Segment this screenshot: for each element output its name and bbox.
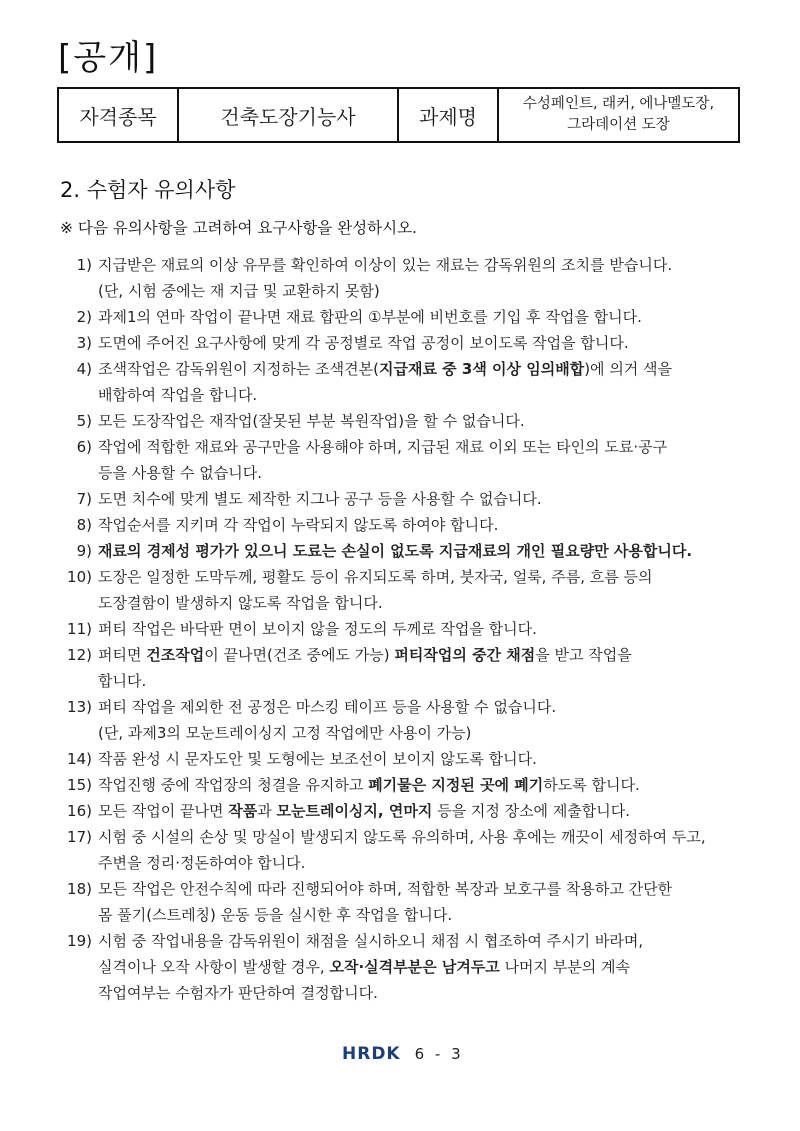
precaution-text [98, 434, 750, 486]
precaution-number: 15) [67, 776, 92, 794]
precaution-line [98, 356, 750, 382]
emphasized-text: 퍼티작업의 중간 채점 [394, 646, 536, 664]
precaution-text-segment: 을 받고 작업을 [535, 646, 632, 664]
task-value-line1: 수성페인트, 래커, 에나멜도장, [522, 96, 715, 112]
precaution-number: 19) [67, 932, 92, 950]
precaution-line [98, 642, 750, 668]
precaution-number: 1) [76, 256, 92, 274]
precaution-number: 18) [67, 880, 92, 898]
emphasized-text: 오작·실격부분은 남겨두고 [329, 958, 500, 976]
task-value [498, 88, 739, 142]
precaution-text [98, 824, 750, 876]
precaution-text [98, 564, 750, 616]
precaution-line [98, 538, 750, 564]
section-notice: ※ 다음 유의사항을 고려하여 요구사항을 완성하시오. [60, 219, 417, 237]
precaution-item [60, 928, 750, 1006]
precaution-text-segment: 주변을 정리·정돈하여야 합니다. [98, 854, 306, 872]
precaution-text-segment: 작업진행 중에 작업장의 청결을 유지하고 [98, 776, 369, 794]
precaution-text-segment: 조색작업은 감독위원이 지정하는 조색견본( [98, 360, 379, 378]
precaution-text [98, 356, 750, 408]
precaution-line [98, 746, 750, 772]
precaution-line [98, 564, 750, 590]
precaution-line [98, 382, 750, 408]
precaution-item [60, 694, 750, 746]
precaution-item [60, 798, 750, 824]
precaution-text-segment: 도장은 일정한 도막두께, 평활도 등이 유지되도록 하며, 붓자국, 얼룩, 주름, 흐름 등의 [98, 568, 653, 586]
emphasized-text: 재료의 경제성 평가가 있으니 도료는 손실이 없도록 지급재료의 개인 필요량만 사용합니다. [98, 542, 693, 560]
precaution-text-segment: 배합하여 작업을 합니다. [98, 386, 258, 404]
precaution-number: 2) [76, 308, 92, 326]
precaution-text-segment: 작업여부는 수험자가 판단하여 결정합니다. [98, 984, 378, 1002]
precaution-text-segment: 퍼티 작업을 제외한 전 공정은 마스킹 테이프 등을 사용할 수 없습니다. [98, 698, 557, 716]
precaution-item [60, 876, 750, 928]
precaution-text [98, 304, 750, 330]
page-footer [342, 1044, 464, 1064]
precaution-number: 8) [76, 516, 92, 534]
precaution-line [98, 928, 750, 954]
precautions-list [60, 252, 750, 1006]
precaution-text-segment: 실격이나 오작 사항이 발생할 경우, [98, 958, 330, 976]
page-number: 6 - 3 [414, 1045, 464, 1063]
precaution-number: 14) [67, 750, 92, 768]
precaution-item [60, 564, 750, 616]
precaution-text [98, 694, 750, 746]
emphasized-text: 작품 [228, 802, 258, 820]
precaution-text-segment: 나머지 부분의 계속 [499, 958, 631, 976]
precaution-number: 5) [76, 412, 92, 430]
precaution-text-segment: 작품 완성 시 문자도안 및 도형에는 보조선이 보이지 않도록 합니다. [98, 750, 537, 768]
precaution-text [98, 330, 750, 356]
precaution-text [98, 616, 750, 642]
precaution-text [98, 798, 750, 824]
precaution-line [98, 330, 750, 356]
precaution-text-segment: )에 의거 색을 [584, 360, 673, 378]
precaution-line [98, 408, 750, 434]
precaution-text-segment: (단, 시험 중에는 재 지급 및 교환하지 못함) [98, 282, 380, 300]
precaution-text-segment: 퍼티면 [98, 646, 147, 664]
precaution-text-segment: 합니다. [98, 672, 147, 690]
precaution-item [60, 824, 750, 876]
precaution-text-segment: 시험 중 시설의 손상 및 망실이 발생되지 않도록 유의하며, 사용 후에는 깨끗이 세정하여 두고, [98, 828, 706, 846]
precaution-text-segment: 시험 중 작업내용을 감독위원이 채점을 실시하오니 채점 시 협조하여 주시기 바라며, [98, 932, 644, 950]
precaution-line [98, 512, 750, 538]
precaution-text [98, 252, 750, 304]
precaution-line [98, 590, 750, 616]
precaution-item [60, 408, 750, 434]
emphasized-text: 건조작업 [146, 646, 205, 664]
precaution-line [98, 486, 750, 512]
precaution-text-segment: 지급받은 재료의 이상 유무를 확인하여 이상이 있는 재료는 감독위원의 조치를 받습니다. [98, 256, 673, 274]
precaution-number: 4) [76, 360, 92, 378]
precaution-item [60, 512, 750, 538]
precaution-line [98, 460, 750, 486]
precaution-text [98, 876, 750, 928]
precaution-number: 16) [67, 802, 92, 820]
precaution-text-segment: 퍼티 작업은 바닥판 면이 보이지 않을 정도의 두께로 작업을 합니다. [98, 620, 537, 638]
precaution-text-segment: 도면 치수에 맞게 별도 제작한 지그나 공구 등을 사용할 수 없습니다. [98, 490, 542, 508]
precaution-text-segment: 작업순서를 지키며 각 작업이 누락되지 않도록 하여야 합니다. [98, 516, 499, 534]
task-label: 과제명 [398, 88, 498, 142]
precaution-line [98, 798, 750, 824]
precaution-line [98, 850, 750, 876]
precaution-item [60, 616, 750, 642]
precaution-text [98, 486, 750, 512]
emphasized-text: 폐기물은 지정된 곳에 폐기 [368, 776, 544, 794]
hrdk-logo: HRDK [342, 1044, 401, 1064]
precaution-number: 12) [67, 646, 92, 664]
qualification-label: 자격종목 [58, 88, 178, 142]
precaution-item [60, 538, 750, 564]
precaution-line [98, 772, 750, 798]
precaution-item [60, 304, 750, 330]
precaution-text-segment: 하도록 합니다. [543, 776, 640, 794]
precaution-text [98, 642, 750, 694]
precaution-line [98, 668, 750, 694]
precaution-text-segment: 작업에 적합한 재료와 공구만을 사용해야 하며, 지급된 재료 이외 또는 타인의 도료·공구 [98, 438, 668, 456]
precaution-number: 10) [67, 568, 92, 586]
precaution-text [98, 928, 750, 1006]
precaution-line [98, 954, 750, 980]
precaution-text [98, 538, 750, 564]
precaution-line [98, 824, 750, 850]
emphasized-text: 지급재료 중 3색 이상 임의배합 [378, 360, 585, 378]
precaution-text-segment: 등을 지정 장소에 제출합니다. [432, 802, 631, 820]
precaution-item [60, 772, 750, 798]
qualification-value: 건축도장기능사 [178, 88, 398, 142]
precaution-text [98, 512, 750, 538]
precaution-item [60, 356, 750, 408]
precaution-text-segment: 몸 풀기(스트레칭) 운동 등을 실시한 후 작업을 합니다. [98, 906, 453, 924]
precaution-text [98, 746, 750, 772]
precaution-number: 7) [76, 490, 92, 508]
emphasized-text: 모눈트레이싱지, 연마지 [276, 802, 433, 820]
precaution-line [98, 252, 750, 278]
precaution-number: 11) [67, 620, 92, 638]
precaution-line [98, 876, 750, 902]
precaution-text-segment: 도면에 주어진 요구사항에 맞게 각 공정별로 작업 공정이 보이도록 작업을 합니다. [98, 334, 629, 352]
precaution-item [60, 642, 750, 694]
precaution-item [60, 746, 750, 772]
precaution-text-segment: 이 끝나면(건조 중에도 가능) [204, 646, 395, 664]
precaution-item [60, 486, 750, 512]
precaution-text-segment: 모든 작업은 안전수칙에 따라 진행되어야 하며, 적합한 복장과 보호구를 착용하고 간단한 [98, 880, 673, 898]
task-value-line2: 그라데이션 도장 [567, 117, 670, 133]
precaution-line [98, 720, 750, 746]
precaution-line [98, 278, 750, 304]
precaution-item [60, 434, 750, 486]
section-title: 2. 수험자 유의사항 [60, 178, 236, 202]
precaution-number: 9) [76, 542, 92, 560]
precaution-item [60, 252, 750, 304]
precaution-line [98, 434, 750, 460]
precaution-line [98, 616, 750, 642]
precaution-line [98, 304, 750, 330]
precaution-text [98, 408, 750, 434]
precaution-line [98, 902, 750, 928]
precaution-text-segment: 과 [257, 802, 277, 820]
precaution-number: 6) [76, 438, 92, 456]
precaution-number: 3) [76, 334, 92, 352]
precaution-text [98, 772, 750, 798]
precaution-line [98, 694, 750, 720]
qualification-info-table [57, 87, 740, 143]
precaution-text-segment: 등을 사용할 수 없습니다. [98, 464, 262, 482]
precaution-text-segment: 모든 도장작업은 재작업(잘못된 부분 복원작업)을 할 수 없습니다. [98, 412, 525, 430]
precaution-line [98, 980, 750, 1006]
visibility-tag: [공개] [58, 38, 159, 78]
precaution-number: 17) [67, 828, 92, 846]
precaution-number: 13) [67, 698, 92, 716]
precaution-text-segment: (단, 과제3의 모눈트레이싱지 고정 작업에만 사용이 가능) [98, 724, 472, 742]
precaution-text-segment: 도장결함이 발생하지 않도록 작업을 합니다. [98, 594, 383, 612]
precaution-text-segment: 과제1의 연마 작업이 끝나면 재료 합판의 ①부분에 비번호를 기입 후 작업을 합니다. [98, 308, 642, 326]
precaution-item [60, 330, 750, 356]
precaution-text-segment: 모든 작업이 끝나면 [98, 802, 229, 820]
